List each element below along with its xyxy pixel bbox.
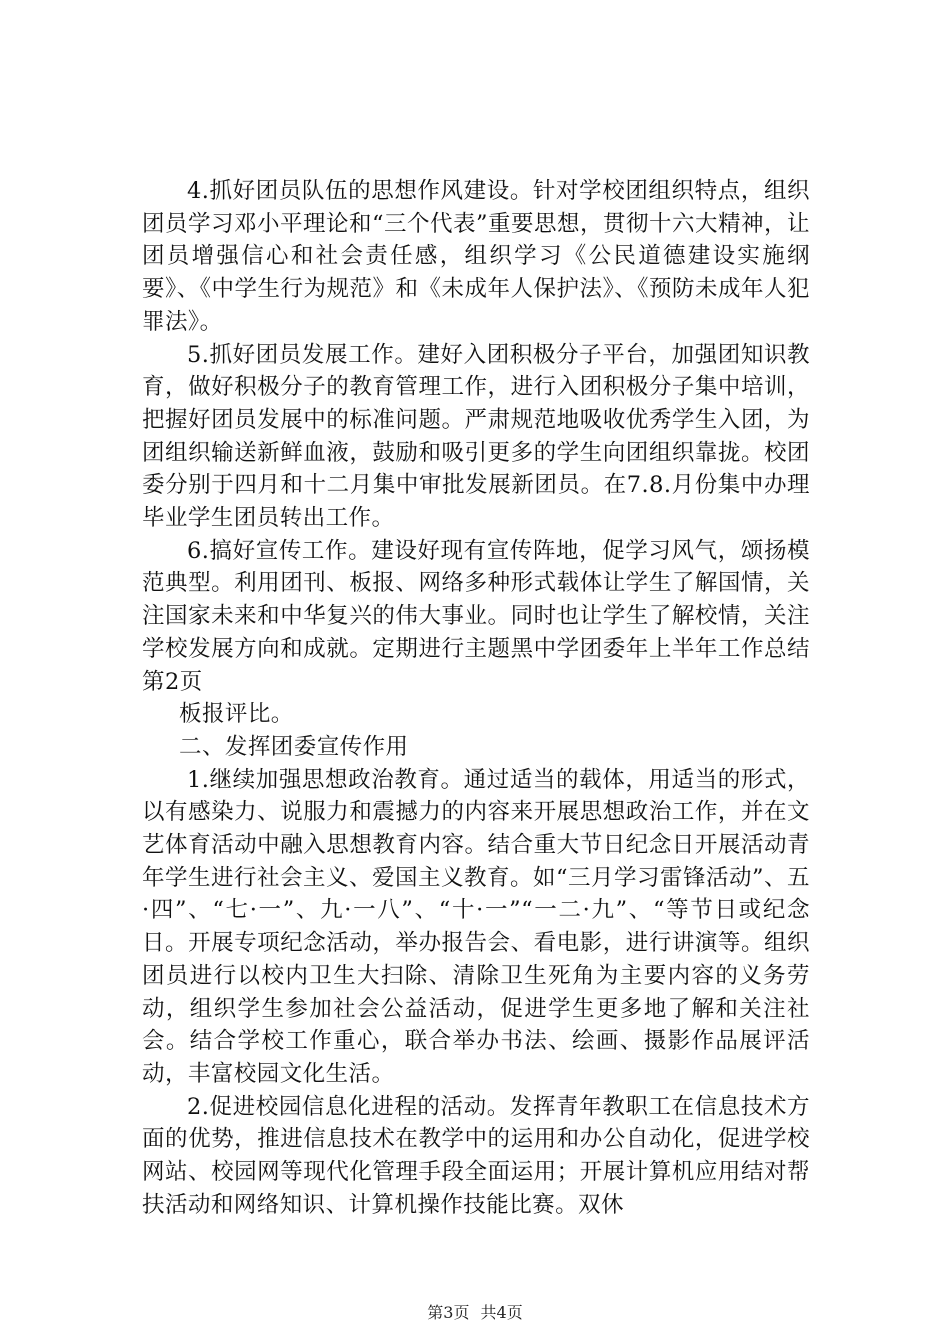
page-total: 共4页 (480, 1303, 523, 1322)
paragraph-6-publicity: 6.搞好宣传工作。建设好现有宣传阵地，促学习风气，颂扬模范典型。利用团刊、板报、网络多种形式载体让学生了解国情，关注国家未来和中华复兴的伟大事业。同时也让学生了解校情，关注学校发展方向和成就。定期进行主题黑中学团委年上半年工作总结第2页 (142, 537, 810, 695)
paragraph-4-team-ideology: 4.抓好团员队伍的思想作风建设。针对学校团组织特点，组织团员学习邓小平理论和“三个代表”重要思想，贯彻十六大精神，让团员增强信心和社会责任感，组织学习《公民道德建设实施纲要》、《中学生行为规范》和《未成年人保护法》、《预防未成年人犯罪法》。 (142, 178, 810, 335)
section-heading-2: 二、发挥团委宣传作用 (179, 733, 409, 760)
document-body (142, 175, 810, 1222)
paragraph-2-campus-informatization: 2.促进校园信息化进程的活动。发挥青年教职工在信息技术方面的优势，推进信息技术在教学中的运用和办公自动化，促进学校网站、校园网等现代化管理手段全面运用；开展计算机应用结对帮扶活动和网络知识、计算机操作技能比赛。双休 (142, 1093, 810, 1218)
paragraph-5-member-development: 5.抓好团员发展工作。建好入团积极分子平台，加强团知识教育，做好积极分子的教育管理工作，进行入团积极分子集中培训，把握好团员发展中的标准问题。严肃规范地吸收优秀学生入团，为团组织输送新鲜血液，鼓励和吸引更多的学生向团组织靠拢。校团委分别于四月和十二月集中审批发展新团员。在7.8.月份集中办理毕业学生团员转出工作。 (142, 341, 810, 532)
page-footer (0, 1300, 950, 1323)
paragraph-board-review: 板报评比。 (179, 701, 294, 728)
paragraph-1-political-education: 1.继续加强思想政治教育。通过适当的载体，用适当的形式，以有感染力、说服力和震撼力的内容来开展思想政治工作，并在文艺体育活动中融入思想教育内容。结合重大节日纪念日开展活动青年学生进行社会主义、爱国主义教育。如“三月学习雷锋活动”、五·四”、“七·一”、九·一八”、“十·一”“一二·九”、“等节日或纪念日。开展专项纪念活动，举办报告会、看电影，进行讲演等。组织团员进行以校内卫生大扫除、清除卫生死角为主要内容的义务劳动，组织学生参加社会公益活动，促进学生更多地了解和关注社会。结合学校工作重心，联合举办书法、绘画、摄影作品展评活动，丰富校园文化生活。 (142, 766, 810, 1087)
page-number: 第3页 (427, 1303, 470, 1322)
